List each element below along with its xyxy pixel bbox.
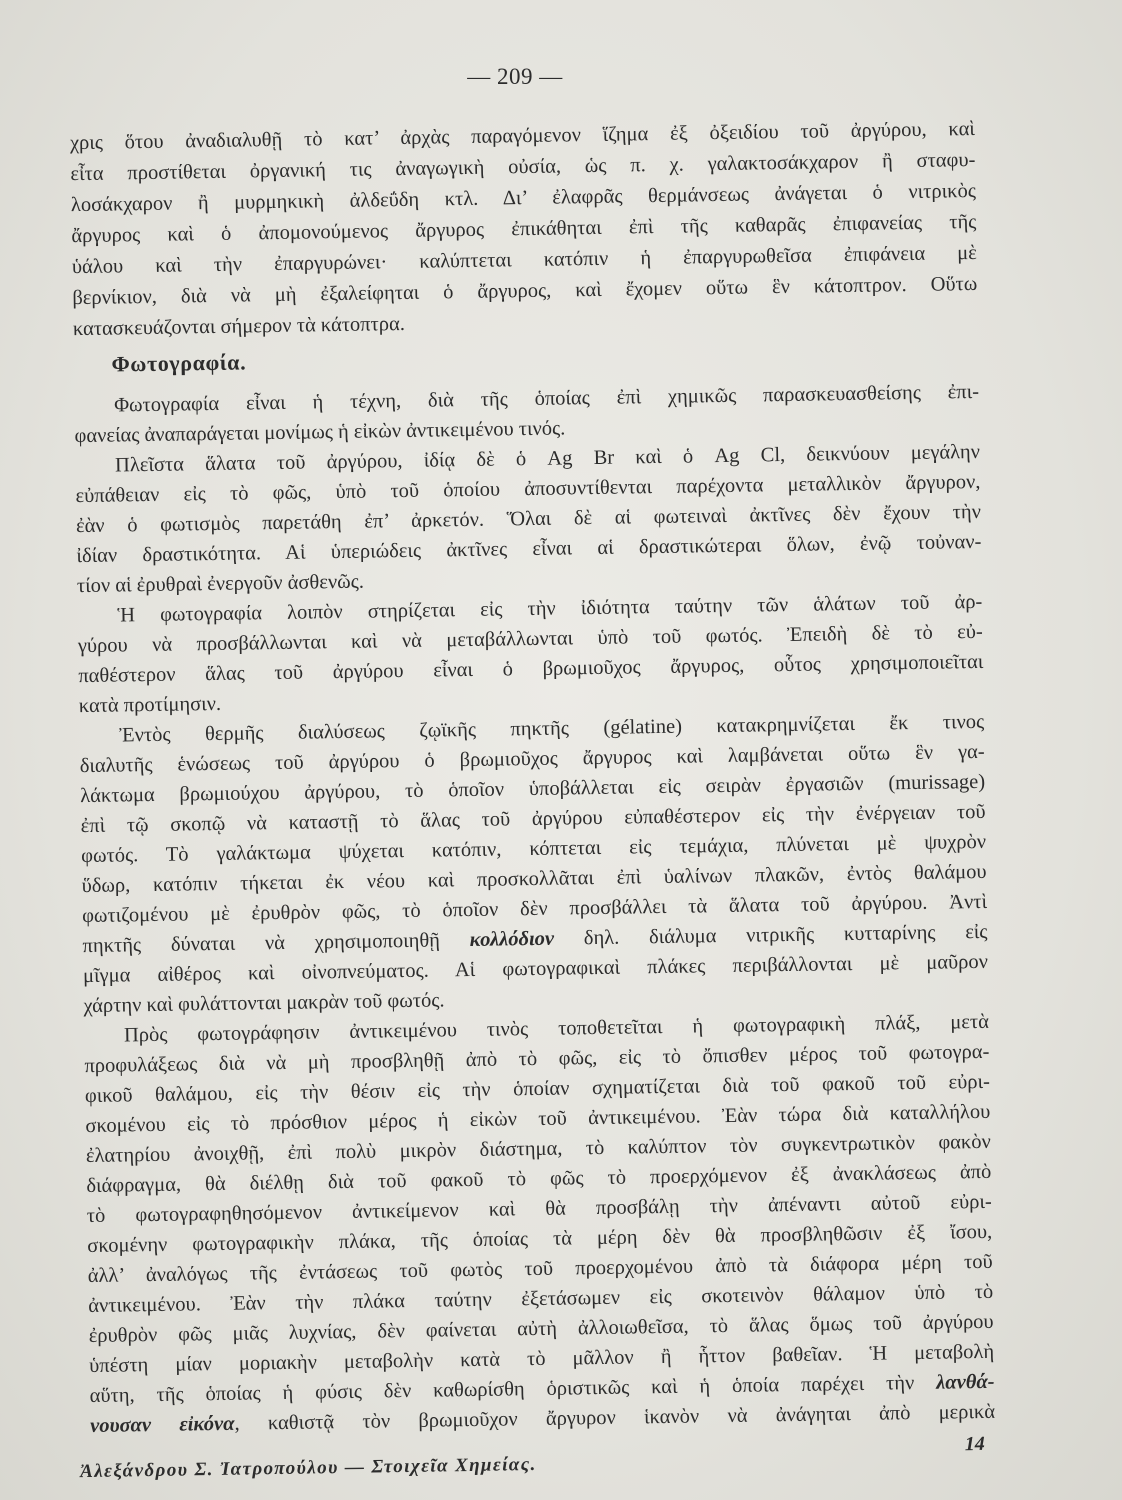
- page-footer: [80, 1433, 985, 1483]
- paragraph: [70, 114, 978, 345]
- emphasized-term: νουσαν εἰκόνα: [89, 1412, 235, 1438]
- text-line: ἐρυθρὸν φῶς μιᾶς λυχνίας, δὲν φαίνεται αὐτὴ ἀλλοιωθεῖσα, τὸ ἅλας ὅμως τοῦ ἀργύρου: [88, 1310, 994, 1348]
- text-line: λάκτωμα βρωμιούχου ἀργύρου, τὸ ὁποῖον ὑποβάλλεται εἰς σειρὰν ἐργασιῶν (murissage): [80, 770, 986, 808]
- text-line: φικοῦ θαλάμου, εἰς τὴν θέσιν εἰς τὴν ὁποίαν σχηματίζεται διὰ τοῦ φακοῦ τοῦ εὐρι-: [84, 1070, 991, 1108]
- text-line: γύρου νὰ προσβάλλωνται καὶ νὰ μεταβάλλωνται ὑπὸ τοῦ φωτός. Ἐπειδὴ δὲ τὸ εὐ-: [77, 620, 983, 658]
- text-line: σκομένου εἰς τὸ πρόσθιον μέρος ἡ εἰκὼν τοῦ ἀντικειμένου. Ἐὰν τώρα διὰ καταλλήλου: [85, 1100, 991, 1138]
- section-heading: Φωτογραφία.: [111, 349, 247, 377]
- text-line: Ἡ φωτογραφία λοιπὸν στηρίζεται εἰς τὴν ἰδιότητα ταύτην τῶν ἁλάτων τοῦ ἀρ-: [117, 590, 983, 627]
- text-line: προφυλάξεως διὰ νὰ μὴ προσβληθῇ ἀπὸ τὸ φῶς, εἰς τὸ ὄπισθεν μέρος τοῦ φωτογρα-: [84, 1040, 990, 1078]
- text-line: ὕδωρ, κατόπιν τήκεται ἐκ νέου καὶ προσκολλᾶται ἐπὶ ὑαλίνων πλακῶν, ἐντὸς θαλάμου: [81, 860, 987, 898]
- text-line: βερνίκιον, διὰ νὰ μὴ ἐξαλείφηται ὁ ἄργυρος, καὶ ἔχομεν οὕτω ἓν κάτοπτρον. Οὕτω: [72, 272, 978, 310]
- page-number: — 209 —: [467, 64, 563, 89]
- text-line: εὐπάθειαν εἰς τὸ φῶς, ὑπὸ τοῦ ὁποίου ἀποσυντίθενται παρέχοντα μεταλλικὸν ἄργυρον,: [75, 470, 981, 508]
- text-line: τίον αἱ ἐρυθραὶ ἐνεργοῦν ἀσθενῶς.: [76, 570, 365, 598]
- text-run: , καθιστᾷ τὸν βρωμιοῦχον ἄργυρον ἱκανὸν νὰ ἀνάγηται ἀπὸ μερικὰ: [234, 1400, 996, 1435]
- text-line: σκομένην φωτογραφικὴν πλάκα, τῆς ὁποίας τὰ μέρη δὲν θὰ προσβληθῶσιν ἐξ ἴσου,: [87, 1220, 993, 1258]
- paragraph: [77, 587, 984, 721]
- text-line: ἄργυρος καὶ ὁ ἀπομονούμενος ἄργυρος ἐπικάθηται ἐπὶ τῆς καθαρᾶς ἐπιφανείας τῆς: [71, 210, 977, 248]
- book-citation: Ἀλεξάνδρου Σ. Ἰατροπούλου — Στοιχεῖα Χημείας.: [79, 1453, 537, 1483]
- text-line: ὑπέστη μίαν μοριακὴν μεταβολὴν κατὰ τὸ μᾶλλον ἢ ἧττον βαθεῖαν. Ἡ μεταβολὴ: [89, 1340, 995, 1378]
- text-line: ἀλλ’ ἀναλόγως τῆς ἐντάσεως τοῦ φωτὸς τοῦ προερχομένου ἀπὸ τὰ διάφορα μέρη τοῦ: [87, 1250, 993, 1288]
- text-line: ἀντικειμένου. Ἐὰν τὴν πλάκα ταύτην ἐξετάσωμεν εἰς σκοτεινὸν θάλαμον ὑπὸ τὸ: [88, 1280, 994, 1318]
- text-line: ἐλατηρίου ἀνοιχθῇ, ἐπὶ πολὺ μικρὸν διάστημα, τὸ καλύπτον τὸν συγκεντρωτικὸν φακὸν: [85, 1130, 991, 1168]
- text-line: Φωτογραφία εἶναι ἡ τέχνη, διὰ τῆς ὁποίας ἐπὶ χημικῶς παρασκευασθείσης ἐπι-: [113, 380, 980, 417]
- text-line: λοσάκχαρον ἢ μυρμηκικὴ ἀλδεΰδη κτλ. Δι’ ἐλαφρᾶς θερμάνσεως ἀνάγεται ὁ νιτρικὸς: [70, 179, 977, 217]
- paragraph: [84, 1007, 995, 1441]
- text-line: παθέστερον ἅλας τοῦ ἀργύρου εἶναι ὁ βρωμιοῦχος ἄργυρος, οὗτος χρησιμοποιεῖται: [78, 650, 984, 688]
- text-run: πηκτῆς δύναται νὰ χρησιμοποιηθῇ: [82, 929, 470, 958]
- continued-paragraph: [70, 114, 978, 345]
- paragraph: [75, 437, 982, 601]
- text-line: εἶτα προστίθεται ὀργανική τις ἀναγωγικὴ οὐσία, ὡς π. χ. γαλακτοσάκχαρον ἢ σταφυ-: [70, 148, 976, 186]
- text-line: ἰδίαν δραστικότητα. Αἱ ὑπεριώδεις ἀκτῖνες εἶναι αἱ δραστικώτεραι ὅλων, ἐνῷ τοὐναν-: [76, 530, 982, 568]
- text-line: χάρτην καὶ φυλάττονται μακρὰν τοῦ φωτός.: [83, 989, 445, 1018]
- text-line: διαλυτῆς ἑνώσεως τοῦ ἀργύρου ὁ βρωμιοῦχος ἄργυρος καὶ λαμβάνεται οὕτω ἓν γα-: [79, 740, 985, 778]
- text-line: φωτιζομένου μὲ ἐρυθρὸν φῶς, τὸ ὁποῖον δὲν προσβάλλει τὰ ἅλατα τοῦ ἀργύρου. Ἀντὶ: [81, 890, 988, 928]
- text-line: φανείας ἀναπαράγεται μονίμως ἡ εἰκὼν ἀντικειμένου τινός.: [74, 417, 566, 448]
- text-run: δηλ. διάλυμα νιτρικῆς κυτταρίνης εἰς: [553, 920, 988, 950]
- text-line: διάφραγμα, θὰ διέλθῃ διὰ τοῦ φακοῦ τὸ φῶς τὸ προερχόμενον ἐξ ἀνακλάσεως ἀπὸ: [86, 1160, 992, 1198]
- text-run: αὕτη, τῆς ὁποίας ἡ φύσις δὲν καθωρίσθη ὁριστικῶς καὶ ἡ ὁποία παρέχει τὴν: [89, 1371, 937, 1408]
- text-line: κατασκευάζονται σήμερον τὰ κάτοπτρα.: [72, 312, 406, 341]
- text-line: χρις ὅτου ἀναδιαλυθῇ τὸ κατ’ ἀρχὰς παραγόμενον ἵζημα ἐξ ὀξειδίου τοῦ ἀργύρου, καὶ: [69, 117, 976, 155]
- text-line: ἐπὶ τῷ σκοπῷ νὰ καταστῇ τὸ ἅλας τοῦ ἀργύρου εὐπαθέστερον εἰς τὴν ἐνέργειαν τοῦ: [80, 800, 986, 838]
- signature-number: 14: [964, 1432, 986, 1456]
- text-line: Ἐντὸς θερμῆς διαλύσεως ζῳϊκῆς πηκτῆς (gélatine) κατακρημνίζεται ἔκ τινος: [119, 710, 985, 747]
- emphasized-term: λανθά-: [936, 1370, 995, 1394]
- section-body: [74, 377, 995, 1441]
- emphasized-term: κολλόδιον: [469, 927, 555, 952]
- text-line: Πρὸς φωτογράφησιν ἀντικειμένου τινὸς τοποθετεῖται ἡ φωτογραφικὴ πλάξ, μετὰ: [123, 1010, 990, 1047]
- text-line: μῖγμα αἰθέρος καὶ οἰνοπνεύματος. Αἱ φωτογραφικαὶ πλάκες περιβάλλονται μὲ μαῦρον: [82, 950, 989, 988]
- text-line: κατὰ προτίμησιν.: [78, 692, 222, 718]
- text-line: Πλεῖστα ἅλατα τοῦ ἀργύρου, ἰδίᾳ δὲ ὁ Ag Br καὶ ὁ Ag Cl, δεικνύουν μεγάλην: [114, 440, 981, 477]
- text-line: ἐὰν ὁ φωτισμὸς παρετάθη ἐπ’ ἀρκετόν. Ὅλαι δὲ αἱ φωτειναὶ ἀκτῖνες δὲν ἔχουν τὴν: [75, 500, 982, 538]
- text-line: τὸ φωτογραφηθησόμενον ἀντικείμενον καὶ θὰ προσβάλῃ τὴν ἀπέναντι αὐτοῦ εὐρι-: [86, 1190, 992, 1228]
- text-line: φωτός. Τὸ γαλάκτωμα ψύχεται κατόπιν, κόπτεται εἰς τεμάχια, πλύνεται μὲ ψυχρὸν: [81, 830, 987, 868]
- paragraph: [79, 707, 989, 1021]
- body-text: [70, 114, 996, 1441]
- text-line: ὑάλου καὶ τὴν ἐπαργυρώνει· καλύπτεται κατόπιν ἡ ἐπαργυρωθεῖσα ἐπιφάνεια μὲ: [71, 241, 977, 279]
